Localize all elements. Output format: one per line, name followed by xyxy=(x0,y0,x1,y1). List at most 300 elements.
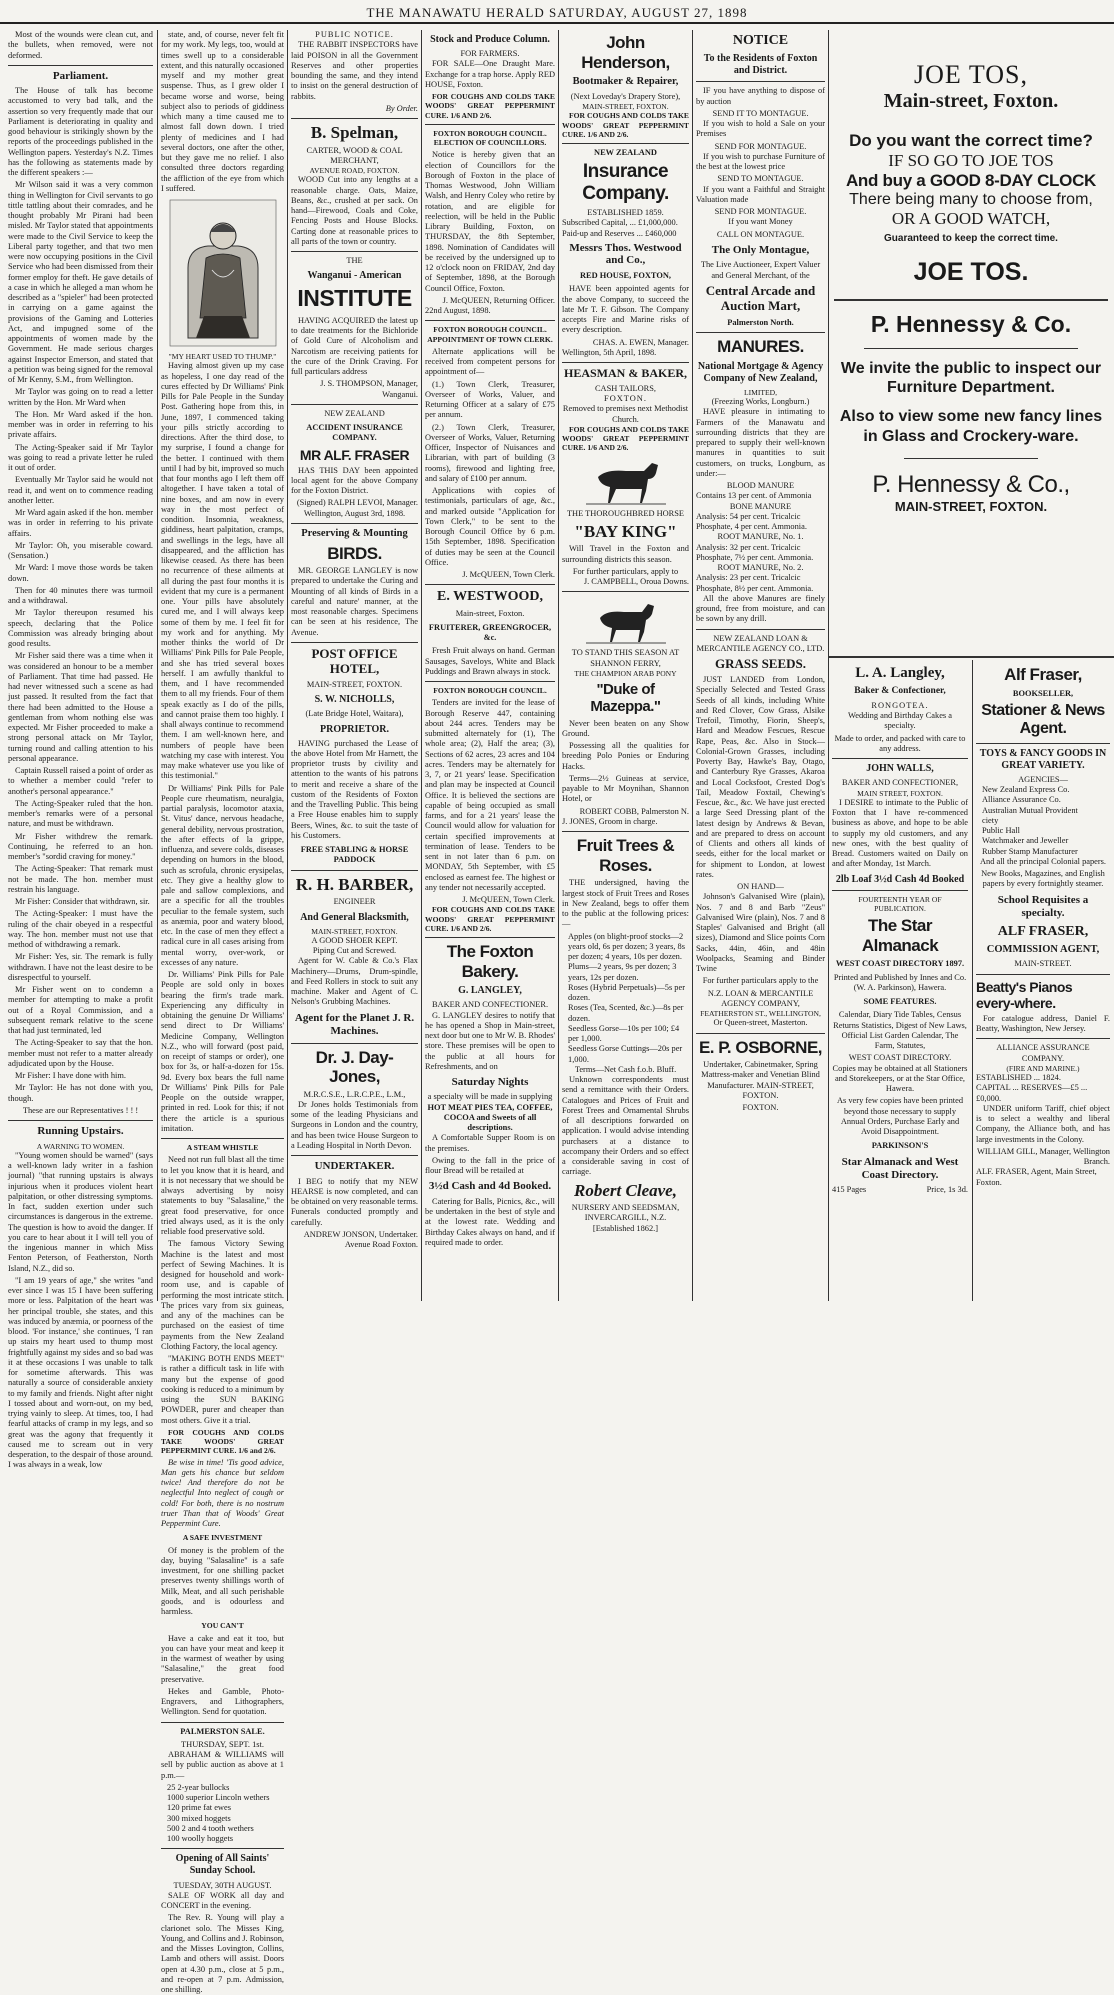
cobb-signature: ROBERT COBB, Palmerston N. xyxy=(579,806,689,816)
manure-name: ROOT MANURE, No. 1. xyxy=(717,532,804,542)
baker-confectioner: Baker & Confectioner, xyxy=(854,686,946,697)
farmers-label: FOR FARMERS. xyxy=(460,49,520,59)
langley-name: G. LANGLEY, xyxy=(458,985,522,997)
intro-text: Most of the wounds were clean cut, and the bullets, when removed, were not deformed. xyxy=(8,30,153,60)
column-rule xyxy=(287,30,288,1301)
nzloan-line: N.Z. LOAN & MERCANTILE AGENCY COMPANY, xyxy=(707,988,814,1008)
preserving-heading: Preserving & Mounting xyxy=(301,527,408,539)
agency-item: Australian Mutual Provident xyxy=(982,805,1078,815)
manure-desc: Analysis: 54 per cent. Tricalcic Phosphate, 4 per cent. Ammonia. xyxy=(696,511,807,532)
grass-heading: GRASS SEEDS. xyxy=(714,656,807,672)
article-paragraph: Mr Fisher said there was a time when it was considered an honour to be a member of Parliament. That time had passed. He had never witnessed such a scene as had just passed. It resulted from the fact that there had been admitted to the House a gentleman from whom nothing else was expected. Mr Fisher proceeded to make a strong personal attack on Mr Taylor, turning round and calling attention to his personal appearance. xyxy=(8,651,153,763)
manure-name: ROOT MANURE, No. 2. xyxy=(717,563,804,573)
column-2 xyxy=(161,30,284,1995)
institute-signature: J. S. THOMPSON, Manager, Wanganui. xyxy=(320,379,418,399)
article-paragraph: G. LANGLEY desires to notify that he has opened a Shop in Main-street, next door but one to Mr W. B. Rhodes' store. These premises will be open to the public at all hours for Refreshments, and on xyxy=(425,1010,555,1071)
article-paragraph: These are our Representatives ! ! ! xyxy=(22,1105,139,1115)
gill-signature: WILLIAM GILL, Manager, Wellington Branch. xyxy=(976,1146,1110,1167)
article-paragraph: Dr. Williams' Pink Pills for Pale People are sold only in boxes bearing the firm's trade mark. Experiencing any difficulty in obtaining the genuine Dr Williams' send direct to Dr Williams' Medicine Company, Wellington N.Z., who will forward (post paid, on receipt of stamps or order), one box for 3s, or half-a-dozen for 15s. 9d. Every box bears the full name Dr Williams' Pink Pills for Pale People on the outside wrapper, printed in red. Look for this; if not there the article is a spurious imitation. xyxy=(161,970,284,1133)
henderson-address: MAIN-STREET, FOXTON. xyxy=(582,102,669,112)
residents-heading: To the Residents of Foxton and District. xyxy=(703,53,818,77)
article-paragraph: The famous Victory Sewing Machine is the latest and most perfect of Sewing Machines. It is designed for household and work-room use, and is capable of performing the most intricate stitch. The prices vary from six guineas, and any of the machines can be purchased on the easiest of time payments from the New Zealand Clothing Factory, the local agency. xyxy=(161,1239,284,1351)
established-line: ESTABLISHED ... 1824. xyxy=(976,1073,1061,1083)
manure-name: BLOOD MANURE xyxy=(726,481,795,491)
article-paragraph: Mr Wilson said it was a very common thing in Wellington for Civil servants to go tittle tattling about their comrades, and he thought probably Mr Pirani had been misled. Mr Taylor stated that appointments were made to the Civil Service to keep the Liberal party together, and that two men were now occupying positions in the Civil Service who had been dismissed from their former employ for theft. He gave details of a case in which he alleged a man whom he described as a "spieler" had been protected in carrying on a game against the provisions of the Gaming and Lotteries Act, and impugned some of the appointments of women made by the Government. He made serious charges against Inspector Emerson, and stated that a petition was being signed for the removal of Mr Kenny, S.M., from Wellington. xyxy=(8,180,153,385)
appointment-signature: J. McQUEEN, Town Clerk. xyxy=(462,570,555,580)
national-heading: National Mortgage & Agency Company of New Zealand, xyxy=(697,360,824,384)
article-paragraph: The Live Auctioneer, Expert Valuer and General Merchant, of the xyxy=(700,260,821,280)
article-paragraph: For catalogue address, Daniel F. Beatty, Washington, New Jersey. xyxy=(976,1013,1110,1034)
planet-heading: Agent for the Planet J. R. Machines. xyxy=(294,1011,415,1038)
article-paragraph: Dr Williams' Pink Pills for Pale People cure rheumatism, neuralgia, partial paralysis, locomotor ataxia, St. Vitus' dance, nervous headache, general debility, nervous prostration, the after effects of la grippe, influenza, and severe colds, diseases depending on humors in the blood, such as scrofula, chronic erysipelas, etc. They give a healthy glow to pale and sallow complexions, and are a specific for all the troubles peculiar to the female system, such as anæmia, poor and watery blood, etc. In the case of men they effect a radical cure in all cases arising from mental worry, over-work, or excesses of any nature. xyxy=(161,783,284,967)
article-paragraph: New Books, Magazines, and English papers by every fortnightly steamer. xyxy=(981,869,1105,889)
fruit-price-item: Roses (Tea, Scented, &c.)—8s per dozen. xyxy=(568,1003,684,1023)
established-label: ESTABLISHED 1859. xyxy=(587,208,664,218)
council-heading: FOXTON BOROUGH COUNCIL. ELECTION OF COUNCILLORS. xyxy=(433,128,547,148)
column-rule xyxy=(692,30,693,1301)
article-paragraph: Fresh Fruit always on hand. German Sausages, Saveloys, White and Black Puddings and Brawn always in stock. xyxy=(425,646,555,676)
stock-item: 120 prime fat ewes xyxy=(167,1803,231,1813)
article-paragraph: WOOD Cut into any lengths at a reasonable charge. Oats, Maize, Beans, &c., crushed at per sack. On hand—Firewood, Coals and Coke, Fencing Posts and House Blocks. Carting done at reasonable prices to all parts of the town or country. xyxy=(291,175,418,246)
article-paragraph: Have a cake and eat it too, but you can have your meat and keep it in the warmest of weather by using "Salasaline," the great food preservative. xyxy=(161,1633,284,1684)
walls-name: JOHN WALLS, xyxy=(866,763,934,775)
article-paragraph: Possessing all the qualities for breeding Polo Ponies or Enduring Hacks. xyxy=(562,741,689,771)
stock-item: 25 2-year bullocks xyxy=(167,1782,230,1792)
montague-line: SEND FOR MONTAGUE. xyxy=(714,141,807,151)
agency-item: Rubber Stamp Manufacturer xyxy=(982,846,1078,856)
article-paragraph: Catering for Balls, Picnics, &c., will be undertaken in the best of style and at the lowest rate. Wedding and Birthday Cakes always on hand, and if required made to order. xyxy=(425,1196,555,1247)
cleave-name: Robert Cleave, xyxy=(574,1180,677,1200)
thoroughbred-label: THE THOROUGHBRED HORSE xyxy=(566,508,685,518)
article-paragraph: HAS THIS DAY been appointed local agent for the above Company for the Foxton District. xyxy=(291,465,418,496)
article-paragraph: Notice is hereby given that an election of Councillors for the Borough of Foxton in the place of Thomas Westwood, John William Walsh, and Henry Coley who retire by rotation, and are eligible for reelection, will be held in the Public Library Building, Foxton, on THURSDAY, the 8th September, 1898. Nomination of Candidates will be received by the undersigned up to 12 o'clock noon on FRIDAY, 2nd day of September, 1898, at the Borough Council Office, Foxton. xyxy=(425,150,555,293)
article-paragraph: I DESIRE to intimate to the Public of Foxton that I have re-commenced business as above, and hope to be able to supply my old customers, and any new ones, with the best quality of Bread. Customers waited on Daily on and after Monday, 1st March. xyxy=(832,797,968,869)
column-4 xyxy=(425,30,555,1301)
stock-list xyxy=(161,1783,284,1845)
buy-clock: And buy a GOOD 8-DAY CLOCK xyxy=(845,171,1097,190)
column-7b xyxy=(976,662,1110,1301)
henderson-next: (Next Loveday's Drapery Store), xyxy=(570,91,681,101)
column-6 xyxy=(696,30,825,1301)
coughs-ad: FOR COUGHS AND COLDS TAKE WOODS' GREAT PEPPERMINT CURE. 1/6 AND 2/6. xyxy=(562,424,689,453)
henderson-name: John Henderson, xyxy=(581,33,670,72)
illustration-caption: "MY HEART USED TO THUMP." xyxy=(168,352,277,361)
article-paragraph: Owing to the fall in the price of flour Bread will be retailed at xyxy=(425,1155,555,1176)
features-heading: SOME FEATURES. xyxy=(863,997,937,1007)
walls-trade: BAKER AND CONFECTIONER, xyxy=(841,778,959,788)
agencies-label: AGENCIES— xyxy=(1018,774,1068,784)
article-paragraph: Captain Russell raised a point of order as to whether a member could "refer to another's personal appearance." xyxy=(8,766,153,796)
stock-item: 100 woolly hoggets xyxy=(167,1834,234,1843)
special-text: a specialty will be made in supplying xyxy=(427,1092,553,1102)
westwood-address: Main-street, Foxton. xyxy=(455,608,525,618)
appointment-heading: FOXTON BOROUGH COUNCIL. APPOINTMENT OF TOWN CLERK. xyxy=(427,325,553,344)
school-heading: School Requisites a specialty. xyxy=(997,893,1089,920)
onhand-label: ON HAND— xyxy=(737,882,784,892)
blacksmith-label: And General Blacksmith, xyxy=(300,911,409,923)
agency-item: Public Hall xyxy=(982,826,1020,836)
article-paragraph: A Comfortable Supper Room is on the premises. xyxy=(425,1133,555,1153)
nursery-label: NURSERY AND SEEDSMAN, xyxy=(571,1203,680,1213)
capital-line: CAPITAL ... RESERVES—£5 ... £0,000. xyxy=(976,1083,1088,1103)
article-paragraph: The Acting-Speaker: I must have the ruling of the chair obeyed in a respectful way. The hon. member must not use that method of withdrawing a remark. xyxy=(8,909,153,950)
fraser-heading: MR ALF. FRASER xyxy=(299,446,410,463)
stock-item: 300 mixed hoggets xyxy=(167,1813,231,1823)
proprietor-label: PROPRIETOR. xyxy=(320,723,389,735)
column-rule xyxy=(157,30,158,1301)
article-paragraph: HAVE pleasure in intimating to Farmers of the Manawatu and surrounding districts that they are prepared to supply their well-known manures in quantities to suit customers, on trucks, Longburn, as under:— xyxy=(696,407,825,478)
article-paragraph: The Acting-Speaker to say that the hon. member must not refer to a matter already adjudicated upon by the House. xyxy=(8,1038,153,1068)
article-paragraph: Alternate applications will be received from competent persons for appointment of— xyxy=(425,346,555,377)
agency-item: Alliance Assurance Co. xyxy=(982,795,1061,805)
star-almanack-footer: Star Almanack and West Coast Directory. xyxy=(841,1155,959,1181)
masthead-title: THE MANAWATU HERALD SATURDAY, AUGUST 27, 1898 xyxy=(366,5,748,20)
running-subheading: A WARNING TO WOMEN. xyxy=(36,1141,125,1151)
rongotea-label: RONGOTEA. xyxy=(871,700,929,710)
article-paragraph: The Acting-Speaker: That remark must not be made. The hon. member must restrain his language. xyxy=(8,864,153,894)
article-paragraph: Unknown correspondents must send a remittance with their Orders. Catalogues and Prices of Fruit and Forest Trees and Ornamental Shrubs of all descriptions forwarded on application. I would advise intending purchasers at a distance to accompany their Orders and so effect a considerable saving in cost of carriage. xyxy=(562,1075,689,1177)
article-paragraph: HAVE been appointed agents for the above Company, to succeed the late Mr T. F. Gibson. The Company accepts Fire and Marine risks of every description. xyxy=(562,284,689,335)
fruit-price-item: Seedless Gorse Cuttings—20s per 1,000. xyxy=(568,1044,683,1064)
toys-heading: TOYS & FANCY GOODS IN GREAT VARIETY. xyxy=(979,747,1107,771)
hennessy-address: MAIN-STREET, FOXTON. xyxy=(894,498,1048,514)
notice-heading: NOTICE xyxy=(732,33,789,48)
article-paragraph: Mr Fisher went on to condemn a member for attempting to make a profit out of a Royal Commission, and a subsequent remark relative to the scene that had just terminated, led xyxy=(8,985,153,1036)
article-paragraph: Having almost given up my case as hopeless, I one day read of the cures effected by Dr Williams' Pink Pills for Pale People in the Sunday Post. Gathering hope from this, in June, 1897, I commenced taking your pills strictly according to directions. After the third dose, to my surprise, I found a change for the better. I continued with them until I had by bit, improved so much that four months ago I left them off altogether. I have taken a total of nine boxes, and am now in every way in the most perfect of condition. Insomnia, weakness, giddiness, heart palpitation, cramps, and swellings in the legs, have all disappeared, and the affliction has likewise ceased. As there has been no recurrence of these ailments at all during the past four months it is evident that my cure is a permanent one. Your pills have absolutely cured me, and I will always keep some of them by me. I feel fit for my work and for anything. My mother thinks the world of Dr Williams' Pink Pills for Pale People, and she has tried several boxes herself. I am awfully thankful to them, and I have recommended them to all my friends. Four of them speak exactly as I do of the pills, and cannot praise them too highly. I shall always continue to recommend them. I am well-known here, and numbers of people have been watching my case with interest. You may make whatever use you like of this testimonial." xyxy=(161,361,284,781)
article-paragraph: HAVING purchased the Lease of the above Hotel from Mr Harnett, the proprietor trusts by civility and attention to the wants of his patrons to merit and receive a share of the custom of the Residents of Foxton and the Travelling Public. This being a Free House enables him to supply Beers, Wines, &c. to suit the taste of his Customers. xyxy=(291,738,418,840)
established-label: [Established 1862.] xyxy=(592,1223,659,1233)
article-paragraph: JUST LANDED from London, Specially Selected and Tested Grass Seeds of all kinds, including White and Red Clover, Cow Grass, Alsike Trefoil, Timothy, Fiorin, Sheep's, Hard and Meadow Fescues, Rescue Rape, Peas, &c. Also in Stock—Colonial-Grown Grasses, including Poverty Bay, Hawke's Bay, Otago, and Canterbury Rye Grasses, Akaroa and Local Cocksfoot, Crested Dog's Tail, Meadow Foxtail, Chewing's Fescue, &c., &c. We have just erected a large Seed Dressing plant of the latest design by Andrews & Bevan, and are prepared to dress on account of Clients and others all kinds of seeds, either for the local market or for shipment to London, at lowest rates. xyxy=(696,675,825,879)
good-watch: OR A GOOD WATCH, xyxy=(891,209,1051,228)
article-paragraph: Need not run full blast all the time to let you know that it is heard, and it is not necessary that we should be always advertising by noisy statements to buy "Salasaline," the great food preservative, for once tried always used, as it is the only reliable food preservative sold. xyxy=(161,1155,284,1236)
sale-date: THURSDAY, SEPT. 1st. xyxy=(181,1739,264,1749)
osborne-name: E. P. OSBORNE, xyxy=(698,1037,823,1057)
star-almanack-heading: The Star Almanack xyxy=(861,916,939,955)
public-notice-heading: PUBLIC NOTICE. xyxy=(315,30,394,39)
council-signature: J. McQUEEN, Returning Officer. xyxy=(442,295,555,305)
article-paragraph: Applications with copies of testimonials, particulars of age, &c., and marked outside "Application for Town Clerk," to be sent to the Borough Council Office by 6 p.m. 15th September, 1898. Specification of duties may be seen at the Council Office. xyxy=(425,486,555,567)
article-paragraph: Will Travel in the Foxton and surrounding districts this season. xyxy=(562,544,689,564)
article-paragraph: If you want Money xyxy=(728,217,793,227)
fruit-price-item: Seedless Gorse—10s per 100; £4 per 1,000. xyxy=(568,1023,680,1044)
alf-fraser-name-2: ALF FRASER, xyxy=(997,923,1089,939)
fruit-price-item: Apples (on blight-proof stocks—2 years old, 6s per dozen; 3 years, 8s per dozen; 4 years, 10s per dozen. xyxy=(568,931,685,962)
coughs-ad: FOR COUGHS AND COLDS TAKE WOODS' GREAT PEPPERMINT CURE. 1/6 AND 2/6. xyxy=(562,111,689,139)
many-choose: There being many to choose from, xyxy=(849,191,1093,208)
article-paragraph: "I am 19 years of age," she writes "and ever since I was 15 I have been suffering more or less. Palpitation of the heart was her principal trouble, she states, and this was induced by anæmia, or poorness of the blood. 'For instance,' she continues, 'I ran up stairs my heart used to thump most frightfully against my sides and so bad was it at these occasions I was unable to talk for sometime afterwards. This was naturally a source of considerable anxiety to my family and friends. Night after night I tossed about and worn-out, on my bed, trying vainly to sleep. At times, too, I had fearful attacks of cramp in my legs, and so great was the agony that frequently it caused me to scream out in very desperation, to the despair of those around. I was always in a weak, low xyxy=(8,1275,153,1470)
insurance-heading: Insurance Company. xyxy=(582,161,669,205)
article-paragraph: Of money is the problem of the day, buying "Salasaline" is a safe investment, for one shilling packet preserves twenty shillings worth of Milk, Meat, and all such perishable goods, and is odourless and harmless. xyxy=(161,1545,284,1616)
article-paragraph: The House of talk has become accustomed to very bad talk, and the assertion so very frequently made that our Parliament is deteriorating in quality and good behaviour is strikingly shown by the reports of the proceedings published in the Wellington papers. Yesterday's N.Z. Times has the following as statements made by the different speakers :— xyxy=(8,86,153,178)
montague-line: SEND IT TO MONTAGUE. xyxy=(712,108,809,118)
printed-label: Printed and Published by Innes and Co. (W. A. Parkinson), Hawera. xyxy=(833,972,967,992)
bakery-heading: The Foxton Bakery. xyxy=(446,942,534,981)
also-text: Also to view some new fancy lines in Glass and Crockery-ware. xyxy=(839,408,1103,445)
limited-label: LIMITED, xyxy=(743,387,778,397)
article-paragraph: Be wise in time! 'Tis good advice, Man gets his chance but seldom twice! And therefore do not be neglectful Into neglect of cough or cold! For both, there is no nostrum truer Than that of Woods' Great Peppermint Cure. xyxy=(161,1457,284,1528)
agency-item: Watchmaker and Jeweller xyxy=(982,836,1069,846)
fruit-price-item: Roses (Hybrid Perpetuals)—5s per dozen. xyxy=(568,982,685,1003)
parkinson-label: PARKINSON'S xyxy=(871,1141,929,1151)
coughs-ad: FOR COUGHS AND COLDS TAKE WOODS' GREAT PEPPERMINT CURE. 1/6 and 2/6. xyxy=(161,1427,284,1456)
article-paragraph: Johnson's Galvanised Wire (plain), Nos. 7 and 8 and Barb "Zeus" Galvanised Wire (plain), Nos. 7 and 8 Staples' Galvanised and Bright (all sizes), Diamond and Slice points Corn Sacks, 44in, 46in, and 48in Woolpacks, Seaming and Binder Twine xyxy=(696,892,825,974)
column-rule xyxy=(558,30,559,1301)
westwood-name: E. WESTWOOD, xyxy=(437,589,543,605)
article-paragraph: THE RABBIT INSPECTORS have laid POISON in all the Government Reserves and other properties bounding the same, and they intend to insist on the general destruction of rabbits. xyxy=(291,40,418,101)
messrs-heading: Messrs Thos. Westwood and Co., xyxy=(569,241,682,267)
bootmaker-label: Bootmaker & Repairer, xyxy=(572,76,679,88)
spelman-address: AVENUE ROAD, FOXTON. xyxy=(309,166,400,176)
article-paragraph: Never been beaten on any Show Ground. xyxy=(562,718,689,738)
article-paragraph: (2.) Town Clerk, Treasurer, Overseer of Works, Valuer, Returning Officer, Inspector of Nuisances and Librarian, with part of building (3 rooms), firewood and lighting free, and salary of £100 per annum. xyxy=(425,422,555,483)
article-paragraph: state, and, of course, never felt fit for my work. My legs, too, would at times swell up to a considerable extent, and this naturally occasioned myself and my mother great suspense. Thus, as I grew older I became worse and worse, being subject also to periods of giddiness which many a time caused me to almost fall down down. I tried plenty of medicines and I had several doctors, one after the other, but they gave me no relief. I also consulted three doctors regarding the affliction of the eye from which I suffered. xyxy=(161,30,284,193)
cant-heading: YOU CAN'T xyxy=(201,1621,244,1631)
opening-heading: Opening of All Saints' Sunday School. xyxy=(175,1853,270,1877)
shoer-label: A GOOD SHOER KEPT. xyxy=(311,935,398,945)
nzloan-heading: NEW ZEALAND LOAN & MERCANTILE AGENCY CO., LTD. xyxy=(696,633,825,653)
article-paragraph: Wedding and Birthday Cakes a specialty. xyxy=(848,711,952,731)
post-office-heading: POST OFFICE HOTEL, xyxy=(311,645,398,676)
opening-date: TUESDAY, 30TH AUGUST. xyxy=(173,1880,272,1890)
featherston-line: FEATHERSTON ST., WELLINGTON, xyxy=(700,1009,821,1019)
barber-name: R. H. BARBER, xyxy=(295,874,414,894)
montague-line: SEND FOR MONTAGUE. xyxy=(714,207,807,217)
agency-item: New Zealand Express Co. xyxy=(982,785,1070,795)
mart-heading: Central Arcade and Auction Mart, xyxy=(705,282,816,313)
barber-address: MAIN-STREET, FOXTON. xyxy=(311,926,398,936)
undertaker-heading: UNDERTAKER. xyxy=(314,1160,395,1173)
coughs-ad: FOR COUGHS AND COLDS TAKE WOODS' GREAT PEPPERMINT CURE. 1/6 AND 2/6. xyxy=(425,92,555,120)
article-paragraph: Then for 40 minutes there was turmoil and a withdrawal. xyxy=(8,585,153,606)
woman-chair-illustration xyxy=(168,198,278,348)
article-paragraph: And all the principal Colonial papers. xyxy=(979,856,1107,866)
campbell-signature: J. CAMPBELL, Oroua Downs. xyxy=(583,577,689,587)
price-label: Price, 1s 3d. xyxy=(926,1185,968,1195)
nicholls-name: S. W. NICHOLLS, xyxy=(314,694,395,706)
wanganui-heading: Wanganui - American xyxy=(307,270,402,282)
article-paragraph: As very few copies have been printed beyond those necessary to supply Annual Orders, Purchase Early and Avoid Disappointment. xyxy=(836,1096,964,1137)
article-paragraph: Agent for W. Cable & Co.'s Flax Machinery—Drums, Drum-spindle, and Feed Rollers in stock to suit any machine. Maker and Agent of C. Nelson's Grubbing Machines. xyxy=(291,956,418,1007)
nicholls-sub: (Late Bridge Hotel, Waitara), xyxy=(305,709,404,719)
post-office-address: MAIN-STREET, FOXTON. xyxy=(306,679,403,689)
queen-line: Or Queen-street, Masterton. xyxy=(713,1018,808,1028)
dayjones-name: Dr. J. Day-Jones, xyxy=(315,1047,394,1087)
stock-item: 1000 superior Lincoln wethers xyxy=(167,1793,270,1802)
wcd-line: WEST COAST DIRECTORY. xyxy=(848,1053,952,1063)
bay-apply: For further particulars, apply to xyxy=(572,566,679,576)
column-5 xyxy=(562,30,689,1301)
mazeppa-heading: "Duke of Mazeppa." xyxy=(590,681,661,716)
article-paragraph: Eventually Mr Taylor said he would not read it, and went on to commence reading another letter. xyxy=(8,475,153,505)
article-paragraph: HAVING ACQUIRED the latest up to date treatments for the Bichloride of Gold Cure of Alcoholism and Narcotism are receiving patients for the cure of the Drink Craving. For full particulars address xyxy=(291,315,418,377)
champion-label: THE CHAMPION ARAB PONY xyxy=(574,668,677,678)
article-paragraph: Mr Fisher: Yes, sir. The remark is fully withdrawn. I have not the least desire to be disrespectful to yourself. xyxy=(8,952,153,982)
correct-time-question: Do you want the correct time? xyxy=(849,131,1093,150)
invercargill-label: INVERCARGILL, N.Z. xyxy=(584,1213,667,1223)
osborne-foxton: FOXTON. xyxy=(742,1103,779,1113)
palmerston-label: Palmerston North. xyxy=(727,317,794,327)
fruit-heading: Fruit Trees & Roses. xyxy=(576,836,675,875)
hennessy-name-2: P. Hennessy & Co., xyxy=(872,470,1070,498)
loaf-price: 3½d Cash and 4d Booked. xyxy=(428,1180,552,1193)
bookseller-label: BOOKSELLER, xyxy=(1012,688,1074,698)
article-paragraph: Mr Fisher: Consider that withdrawn, sir. xyxy=(15,897,150,907)
article-paragraph: "Young women should be warned" (says a well-known lady writer in a fashion journal) "that running upstairs is always injurious when it produces violent heart palpitation, or other distressing symptoms. In fact, sudden exertion under such circumstances is dangerous in the extreme. The question is how to avoid the danger. If you care to hear about it I will tell you of the ingenious manner in which Miss Fenton Peterson, of Featherston, North Island, N.Z., did so. xyxy=(8,1150,153,1273)
hot-pies: HOT MEAT PIES TEA, COFFEE, COCOA and Sweets of all descriptions. xyxy=(427,1102,553,1133)
article-paragraph: Copies may be obtained at all Stationers and Storekeepers, or at the Star Office, Hawera. xyxy=(832,1063,968,1094)
column-rule xyxy=(421,30,422,1301)
red-house-label: RED HOUSE, FOXTON, xyxy=(579,271,672,281)
article-paragraph: MR. GEORGE LANGLEY is now prepared to undertake the Curing and Mounting of all kinds of Birds in a careful and nature' manner, at the most reasonable charges. Specimens can be seen at his residence, The Avenue. xyxy=(291,566,418,637)
article-paragraph: THE undersigned, having the largest stock of Fruit Trees and Roses in New Zealand, begs to offer them to the public at the following prices:— xyxy=(562,878,689,929)
joe-tos-address: Main-street, Foxton. xyxy=(883,90,1059,112)
article-paragraph: Calendar, Diary Tide Tables, Census Returns Statistics, Digest of New Laws, Official List Garden Calendar, The Farm, Statutes, xyxy=(833,1010,967,1051)
article-paragraph: If you want a Faithful and Straight Valuation made xyxy=(696,184,825,204)
manure-desc: Analysis: 23 per cent. Tricalcic Phosphate, 8½ per cent. Ammonia. xyxy=(696,573,814,593)
article-paragraph: I BEG to notify that my NEW HEARSE is now completed, and can be obtained on very reasonable terms. Funerals conducted promptly and carefully. xyxy=(291,1176,418,1227)
running-heading: Running Upstairs. xyxy=(37,1125,124,1138)
stock-heading: Stock and Produce Column. xyxy=(430,34,550,45)
article-paragraph: The Acting-Speaker said if Mr Taylor was going to read a private letter he ruled it out of order. xyxy=(8,442,153,473)
stock-item: 500 2 and 4 tooth wethers xyxy=(167,1823,254,1833)
council-date: 22nd August, 1898. xyxy=(425,306,491,316)
tender-signature: J. McQUEEN, Town Clerk. xyxy=(462,895,555,905)
shannon-label: TO STAND THIS SEASON AT SHANNON FERRY, xyxy=(571,648,680,668)
horse-illustration xyxy=(586,457,666,505)
pony-illustration xyxy=(586,596,666,644)
manure-desc: Analysis: 32 per cent. Tricalcic Phosphate, 7½ per cent. Ammonia. xyxy=(696,542,814,562)
bay-king-heading: "BAY KING" xyxy=(574,521,677,541)
article-paragraph: Mr Ward: I move those words be taken down. xyxy=(8,563,153,583)
sale-heading: PALMERSTON SALE. xyxy=(180,1726,265,1736)
article-paragraph: ABRAHAM & WILLIAMS will sell by public auction as above at 1 p.m.— xyxy=(161,1750,284,1780)
institute-heading: INSTITUTE xyxy=(297,285,412,312)
invite-text: We invite the public to inspect our Furniture Department. xyxy=(840,360,1102,397)
article-paragraph: All the above Manures are finely ground, free from moisture, and can be sown by any drill. xyxy=(696,593,825,624)
fraser-agent: ALF. FRASER, Agent, Main Street, Foxton. xyxy=(976,1167,1097,1187)
freezing-label: (Freezing Works, Longburn.) xyxy=(711,397,810,407)
nz-label: NEW ZEALAND xyxy=(594,148,657,158)
article-paragraph: IF you have anything to dispose of by auction xyxy=(696,86,825,106)
article-paragraph: Mr Fisher: I have done with him. xyxy=(15,1071,126,1081)
joe-tos-footer: JOE TOS. xyxy=(913,258,1029,286)
baker-label: BAKER AND CONFECTIONER. xyxy=(431,1000,549,1010)
whistle-heading: A STEAM WHISTLE xyxy=(186,1143,259,1152)
article-paragraph: Terms—2½ Guineas at service, payable to Mr Moynihan, Shannon Hotel, or xyxy=(562,773,689,804)
safe-heading: A SAFE INVESTMENT xyxy=(182,1533,263,1543)
spelman-trade: CARTER, WOOD & COAL MERCHANT, xyxy=(306,145,403,165)
article-paragraph: The Acting-Speaker ruled that the hon. member's remarks were of a personal nature, and must be withdrawn. xyxy=(8,798,153,829)
by-order: By Order. xyxy=(385,103,418,113)
manures-heading: MANURES. xyxy=(717,337,804,356)
birds-heading: BIRDS. xyxy=(327,543,382,563)
fire-label: (FIRE AND MARINE.) xyxy=(1006,1063,1080,1073)
westwood-trade: FRUITERER, GREENGROCER, &c. xyxy=(428,622,552,643)
fruit-price-list xyxy=(562,932,689,1065)
coughs-ad: FOR COUGHS AND COLDS TAKE WOODS' GREAT PEPPERMINT CURE. 1/6 AND 2/6. xyxy=(425,905,555,933)
article-paragraph: If you wish to hold a Sale on your Premises xyxy=(696,119,825,139)
fraser-date: Wellington, August 3rd, 1898. xyxy=(303,508,406,518)
article-paragraph: Mr Taylor thereupon resumed his speech, declaring that the Police Commission was already bringing about good results. xyxy=(8,608,153,649)
engineer-label: ENGINEER xyxy=(333,897,376,907)
agency-list xyxy=(976,785,1110,857)
tailors-label: CASH TAILORS, xyxy=(594,383,657,393)
joe-tos-hennessy-panel xyxy=(834,30,1108,650)
la-langley-name: L. A. Langley, xyxy=(855,665,945,681)
article-paragraph: Dr Jones holds Testimonials from some of the leading Physicians and Surgeons in London and the country, and has been twice House Surgeon to a Leading Hospital in North Devon. xyxy=(291,1099,418,1150)
only-montague: The Only Montague, xyxy=(711,243,810,256)
joe-tos-name: JOE TOS, xyxy=(914,60,1028,89)
article-paragraph: Mr Ward again asked if the hon. member was in order in referring to his private affairs. xyxy=(8,508,153,538)
ewen-signature: CHAS. A. EWEN, Manager. xyxy=(592,337,689,347)
loaf-price: 2lb Loaf 3½d Cash 4d Booked xyxy=(835,873,965,885)
montague-line: CALL ON MONTAGUE. xyxy=(716,229,805,239)
column-1 xyxy=(8,30,153,1470)
article-paragraph: Mattress-maker and Venetian Blind Manufacturer. MAIN-STREET, FOXTON. xyxy=(701,1070,820,1100)
agency-item: ciety xyxy=(982,815,999,825)
saturday-heading: Saturday Nights xyxy=(451,1076,529,1089)
article-paragraph: Mr Taylor: He has not done with you, though. xyxy=(8,1083,153,1103)
pages-count: 415 Pages xyxy=(832,1185,867,1195)
heasman-name: HEASMAN & BAKER, xyxy=(563,366,687,381)
article-paragraph: Mr Fisher withdrew the remark. Continuing, he referred to an hon. member's "sordid craving for money." xyxy=(8,831,153,862)
removed-text: Removed to premises next Methodist Church. xyxy=(562,404,689,424)
insurance-date: Wellington, 5th April, 1898. xyxy=(562,347,657,357)
accident-heading: ACCIDENT INSURANCE COMPANY. xyxy=(306,423,403,443)
column-rule xyxy=(972,660,973,1301)
column-7a xyxy=(832,662,968,1301)
net-terms: Terms—Net Cash f.o.b. Bluff. xyxy=(574,1064,677,1074)
manure-name: BONE MANURE xyxy=(729,501,792,511)
article-paragraph: UNDER uniform Tariff, chief object is to select a wealthy and liberal Company, the Alliance both, and has large investments in the Colony. xyxy=(976,1103,1110,1144)
article-paragraph: Tenders are invited for the lease of Borough Reserve 447, containing about 244 acres. Tenders may be submitted alternately for (1), The whole area; (2), Half the area; (3), Sections of 62 acres, 23 acres and 104 acres. Tenders may be alternately for 3, 7, or 21 years' lease. Specification and plan may be inspected at Council Office. It is believed the sections are capable of being occupied as small farms, and for a 21 years' lease the Council would allow for valuation for certain specified improvements at termination of lease. Tenders to be sent in not later than 6 p.m. on MONDAY, 5th September, with £5 enclosed as earnest fee. The highest or any tender not necessarily accepted. xyxy=(425,698,555,892)
foxton-label: FOXTON. xyxy=(604,394,647,404)
walls-address: MAIN STREET, FOXTON. xyxy=(857,788,943,798)
piping-label: Piping Cut and Screwed. xyxy=(312,946,397,956)
masthead xyxy=(0,0,1114,24)
tender-heading: FOXTON BOROUGH COUNCIL. xyxy=(433,686,547,696)
article-paragraph: For further particulars apply to the xyxy=(702,976,819,986)
fraser-signature: (Signed) RALPH LEVOI, Manager. xyxy=(296,498,418,508)
article-paragraph: SALE OF WORK all day and CONCERT in the evening. xyxy=(161,1890,284,1911)
fruit-price-item: Plums—2 years, 9s per dozen; 3 years, 12s per dozen. xyxy=(568,962,677,982)
capital-line: Subscribed Capital, ... £1,000,000. xyxy=(562,218,678,228)
article-paragraph: Mr Taylor: Oh, you miserable coward. (Sensation.) xyxy=(8,540,153,561)
fourteenth-label: FOURTEENTH YEAR OF PUBLICATION. xyxy=(858,894,942,913)
column-3 xyxy=(291,30,418,1301)
paidup-line: Paid-up and Reserves ... £460,000 xyxy=(562,228,677,238)
manure-desc: Contains 13 per cent. of Ammonia xyxy=(696,491,812,501)
article-paragraph: "MAKING BOTH ENDS MEET" is rather a difficult task in life with many but the expense of good cooking is reduced to a minimum by using the SUN BAKING POWDER, purer and cheaper than most others. Give it a trial. xyxy=(161,1354,284,1425)
alliance-heading: ALLIANCE ASSURANCE COMPANY. xyxy=(996,1043,1090,1063)
commission-label: COMMISSION AGENT, xyxy=(986,943,1100,955)
article-paragraph: Made to order, and packed with care to any address. xyxy=(834,733,966,753)
spelman-name: B. Spelman, xyxy=(310,123,399,142)
guaranteed-text: Guaranteed to keep the correct time. xyxy=(884,233,1058,244)
stationer-heading: Stationer & News Agent. xyxy=(981,701,1105,738)
stabling-label: FREE STABLING & HORSE PADDOCK xyxy=(300,845,409,865)
article-paragraph: The Rev. R. Young will play a clarionet solo. The Misses King, Young, and Collins and J. Robinson, and the Misses Lovington, Collins, Lamb and others will assist. Doors open at 4.30 p.m., close at 5 p.m., and re-open at 7 p.m. Admission, one shilling. xyxy=(161,1913,284,1995)
osborne-trade: Undertaker, Cabinetmaker, Spring xyxy=(703,1060,818,1070)
montague-line: SEND TO MONTAGUE. xyxy=(717,174,804,184)
wcd-heading: WEST COAST DIRECTORY 1897. xyxy=(835,959,965,969)
hennessy-name: P. Hennessy & Co. xyxy=(870,311,1072,337)
article-paragraph: Mr Taylor was going on to read a letter written by the Hon. Mr Ward when xyxy=(8,387,153,407)
section-rule xyxy=(828,656,1114,658)
groom-text: J. JONES, Groom in charge. xyxy=(562,816,658,826)
the-label: THE xyxy=(346,256,363,266)
article-paragraph: Hekes and Gamble, Photo-Engravers, and Lithographers, Wellington. Send for quotation. xyxy=(161,1686,284,1717)
